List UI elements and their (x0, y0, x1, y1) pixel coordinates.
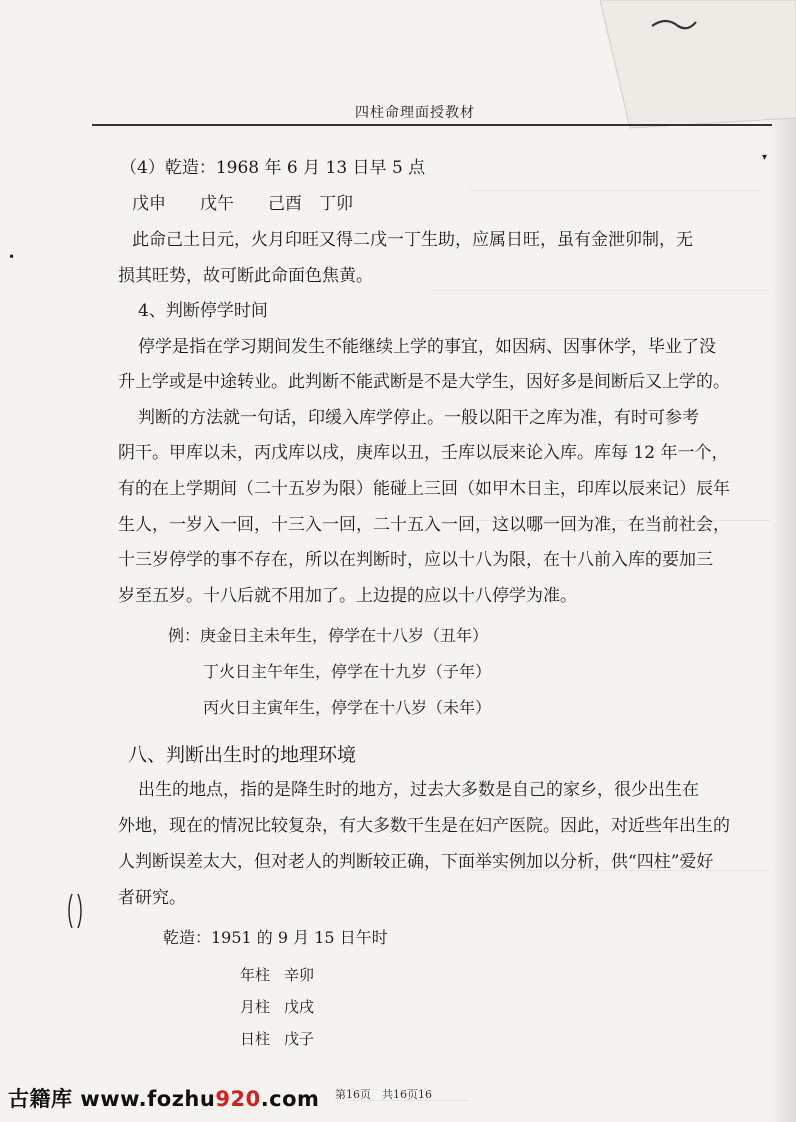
example-line: 丙火日主寅年生，停学在十八岁（未年） (203, 698, 492, 717)
subsection-title: 4、判断停学时间 (138, 301, 268, 321)
body-line: 阴干。甲库以未，丙戊库以戌，庚库以丑，壬库以辰来论入库。库每 12 年一个， (118, 443, 729, 463)
body-line: 戊申 戊午 己酉 丁卯 (132, 194, 353, 214)
hole-punch-mark (66, 892, 84, 932)
example-line: 例：庚金日主未年生，停学在十八岁（丑年） (168, 626, 489, 645)
body-line: 此命己土日元，火月印旺又得二戊一丁生助，应属日旺，虽有金泄卯制，无 (132, 230, 693, 250)
example-line: 丁火日主午年生，停学在十九岁（子年） (203, 662, 492, 681)
pillar-value: 辛卯 (284, 966, 315, 984)
pillar-value: 戊子 (284, 1030, 315, 1048)
body-line: 生人，一岁入一回，十三入一回，二十五入一回，这以哪一回为准，在当前社会， (118, 515, 730, 535)
body-line: 岁至五岁。十八后就不用加了。上边提的应以十八停学为准。 (118, 586, 577, 606)
body-line: 判断的方法就一句话，印缓入库学停止。一般以阳干之库为准，有时可参考 (138, 408, 699, 428)
body-line: 停学是指在学习期间发生不能继续上学的事宜，如因病、因事休学，毕业了没 (138, 337, 716, 357)
body-line: 损其旺势，故可断此命面色焦黄。 (118, 266, 373, 286)
page-number: 第16页 共16页16 (335, 1088, 432, 1101)
section-line: 者研究。 (118, 888, 186, 908)
watermark-number: 920 (215, 1087, 261, 1111)
pillar-label: 日柱 (240, 1030, 271, 1048)
body-line: （4）乾造：1968 年 6 月 13 日早 5 点 (120, 158, 426, 178)
section-line: 出生的地点，指的是降生时的地方，过去大多数是自己的家乡，很少出生在 (138, 780, 699, 800)
body-line: 有的在上学期间（二十五岁为限）能碰上三回（如甲木日主，印库以辰来记）辰年 (118, 479, 730, 499)
pillar-label: 月柱 (240, 998, 271, 1016)
pillar-row (240, 1032, 314, 1047)
section-line: 外地，现在的情况比较复杂，有大多数干生是在妇产医院。因此，对近些年出生的 (118, 816, 730, 836)
watermark-suffix: .com (260, 1087, 320, 1111)
folded-corner (600, 0, 796, 130)
site-watermark[interactable] (8, 1083, 319, 1113)
body-line: 升上学或是中途转业。此判断不能武断是不是大学生，因好多是间断后又上学的。 (118, 372, 730, 392)
section-title: 八、判断出生时的地理环境 (128, 744, 357, 766)
section-line: 乾造：1951 的 9 月 15 日午时 (163, 928, 388, 947)
scan-speck: ▾ (762, 152, 768, 163)
section-line: 人判断误差太大，但对老人的判断较正确，下面举实例加以分析，供“四柱”爱好 (118, 852, 714, 872)
pillar-row (240, 968, 314, 983)
pillar-value: 戊戌 (284, 998, 315, 1016)
running-header: 四柱命理面授教材 (355, 105, 475, 121)
body-line: 十三岁停学的事不存在，所以在判断时，应以十八为限，在十八前入库的要加三 (118, 550, 713, 570)
page-edge-shadow (770, 0, 796, 1122)
pillar-row (240, 1000, 314, 1015)
scan-speck: • (8, 250, 16, 264)
pillar-label: 年柱 (240, 966, 271, 984)
watermark-prefix: 古籍库 www.fozhu (8, 1087, 216, 1111)
header-rule (92, 124, 772, 126)
